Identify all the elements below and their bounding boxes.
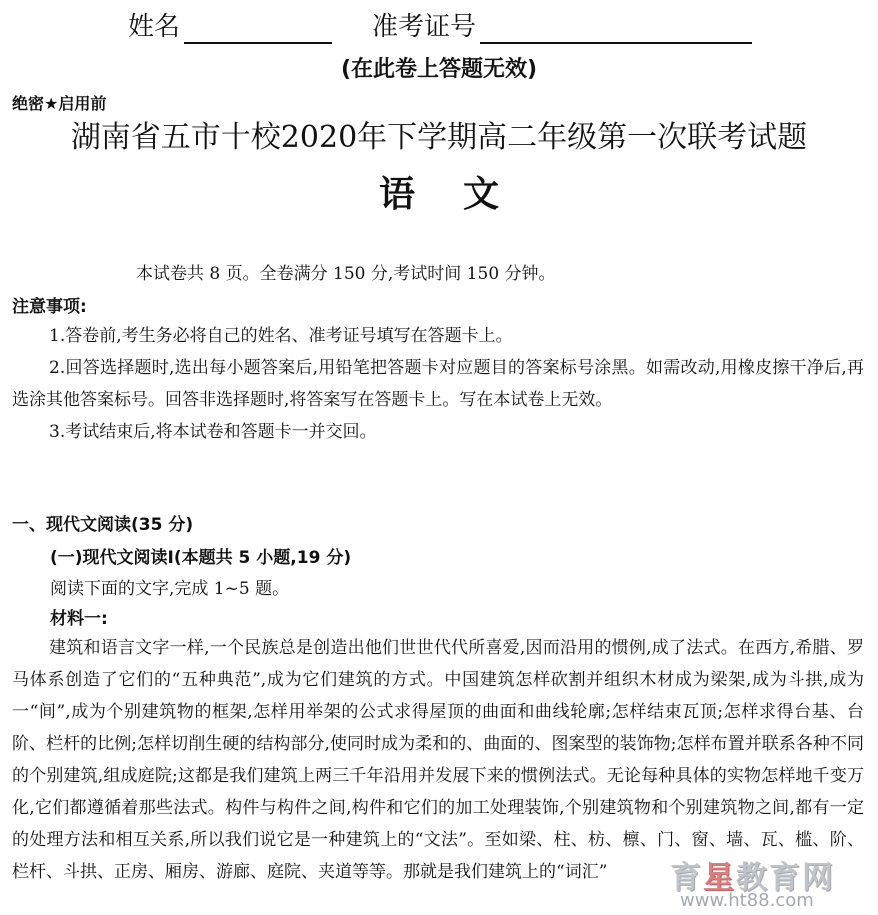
section-title: 一、现代文阅读(35 分) [12, 515, 194, 535]
reading-instruction: 阅读下面的文字,完成 1~5 题。 [50, 579, 290, 599]
subsection-title: (一)现代文阅读Ⅰ(本题共 5 小题,19 分) [50, 548, 352, 568]
watermark-url: www.ht88.com [680, 890, 814, 911]
confidential-label: 绝密★启用前 [12, 94, 107, 113]
watermark-text-star: 星 [703, 860, 736, 896]
notice-item-1: 1.答卷前,考生务必将自己的姓名、准考证号填写在答题卡上。 [49, 326, 513, 346]
candidate-fields [128, 10, 752, 44]
name-blank [184, 12, 332, 44]
watermark-text-end: 教育网 [736, 860, 835, 896]
exam-title: 湖南省五市十校2020年下学期高二年级第一次联考试题 [70, 120, 808, 155]
invalid-answer-note: (在此卷上答题无效) [340, 57, 538, 82]
watermark-text-start: 育 [670, 860, 703, 896]
notice-item-3: 3.考试结束后,将本试卷和答题卡一并交回。 [49, 422, 377, 442]
notice-title: 注意事项: [12, 297, 87, 317]
notice-list [12, 320, 864, 448]
name-label: 姓名 [128, 12, 181, 42]
subject-title: 语文 [378, 174, 547, 215]
notice-item-2: 2.回答选择题时,选出每小题答案后,用铅笔把答题卡对应题目的答案标号涂黑。如需改动,用橡皮擦干净后,再选涂其他答案标号。回答非选择题时,将答案写在答题卡上。写在本试卷上无效。 [12, 358, 864, 410]
exam-info: 本试卷共 8 页。全卷满分 150 分,考试时间 150 分钟。 [136, 264, 556, 284]
reading-passage: 建筑和语言文字一样,一个民族总是创造出他们世世代代所喜爱,因而沿用的惯例,成了法式。在西方,希腊、罗马体系创造了它们的“五种典范”,成为它们建筑的方式。中国建筑怎样砍割并组织木材成为梁架,成为斗拱,成为一“间”,成为个别建筑物的框架,怎样用举架的公式求得屋顶的曲面和曲线轮廓;怎样结束瓦顶;怎样求得台基、台阶、栏杆的比例;怎样切削生硬的结构部分,使同时成为柔和的、曲面的、图案型的装饰物;怎样布置并联系各种不同的个别建筑,组成庭院;这都是我们建筑上两三千年沿用并发展下来的惯例法式。无论每种具体的实物怎样地千变万化,它们都遵循着那些法式。构件与构件之间,构件和它们的加工处理装饰,个别建筑物和个别建筑物之间,都有一定的处理方法和相互关系,所以我们说它是一种建筑上的“文法”。至如梁、柱、枋、檩、门、窗、墙、瓦、槛、阶、栏杆、斗拱、正房、厢房、游廊、庭院、夹道等等。那就是我们建筑上的“词汇” [12, 638, 864, 882]
exam-number-label: 准考证号 [372, 12, 477, 42]
exam-number-blank [480, 12, 752, 44]
material-label: 材料一: [50, 609, 108, 629]
